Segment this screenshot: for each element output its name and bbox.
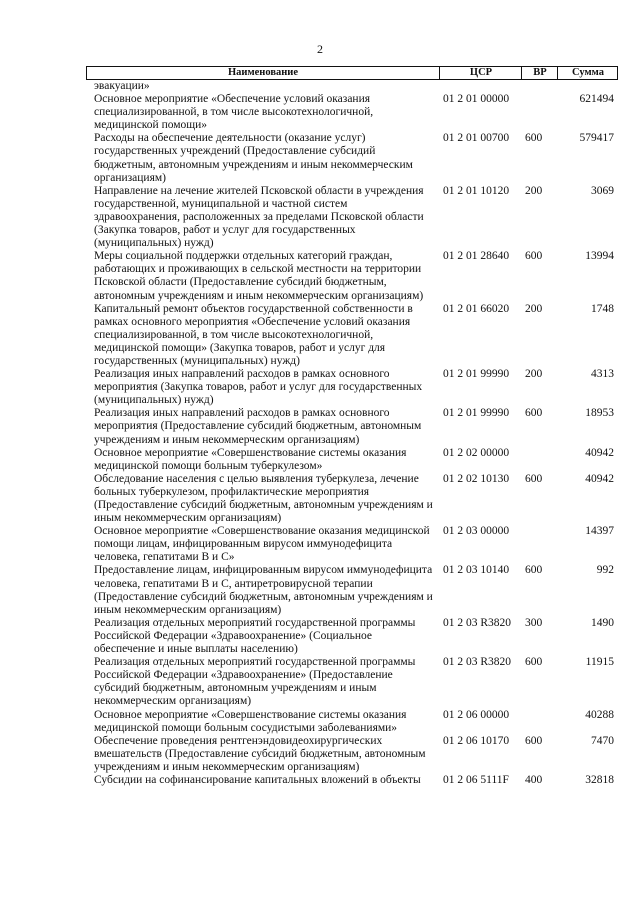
row-name: Предоставление лицам, инфицированным вирусом иммунодефицита человека, гепатитами В и С, антиретровирусной терапии (Предоставление субсидий бюджетным, автономным учреждениям и иным некоммерческим организациям)	[94, 564, 433, 616]
row-name: Обеспечение проведения рентгенэндовидеохирургических вмешательств (Предоставление субсидий бюджетным, автономным учреждениям и иным некоммерческим организациям)	[94, 734, 426, 773]
table-row	[94, 656, 614, 708]
row-csr: 01 2 02 10130	[443, 472, 510, 485]
row-vr: 600	[525, 564, 543, 577]
row-vr: 300	[525, 616, 543, 629]
row-sum: 621494	[579, 93, 614, 106]
row-csr: 01 2 03 10140	[443, 564, 510, 577]
table-row	[94, 617, 614, 656]
table-row	[94, 709, 614, 735]
table-row	[94, 525, 614, 564]
table-row	[94, 473, 614, 525]
row-csr: 01 2 02 00000	[443, 446, 510, 459]
row-name: Направление на лечение жителей Псковской области в учреждения государственной, муниципальной и частной систем здравоохранения, расположенных за пределами Псковской области (Закупка товаров, работ и услуг для государственных (муниципальных) нужд)	[94, 184, 424, 250]
table-row	[94, 564, 614, 616]
row-name: Основное мероприятие «Совершенствование оказания медицинской помощи лицам, инфицированным вирусом иммунодефицита человека, гепатитами В и С»	[94, 525, 430, 564]
row-name: Обследование населения с целью выявления туберкулеза, лечение больных туберкулезом, профилактические мероприятия (Предоставление субсидий бюджетным, автономным учреждениям и иным некоммерческим организациям)	[94, 472, 433, 525]
row-vr: 200	[525, 184, 543, 197]
table-row	[94, 735, 614, 774]
row-csr: 01 2 06 00000	[443, 708, 510, 721]
row-name: Расходы на обеспечение деятельности (оказание услуг) государственных учреждений (Предоставление субсидий бюджетным, автономным учреждениям и иным некоммерческим организациям)	[94, 132, 413, 184]
table-row	[94, 185, 614, 250]
row-sum: 7470	[591, 734, 614, 747]
page-number: 2	[317, 42, 323, 56]
table-row	[94, 407, 614, 446]
row-name: Реализация иных направлений расходов в рамках основного мероприятия (Закупка товаров, работ и услуг для государственных (муниципальных) нужд)	[94, 368, 423, 407]
row-name: Реализация иных направлений расходов в рамках основного мероприятия (Предоставление субсидий бюджетным, автономным учреждениям и иным некоммерческим организациям)	[94, 407, 422, 446]
row-name: Реализация отдельных мероприятий государственной программы Российской Федерации «Здравоохранение» (Предоставление субсидий бюджетным, автономным учреждениям и иным некоммерческим организациям)	[94, 656, 416, 708]
row-vr: 200	[525, 368, 543, 381]
row-name: эвакуации»	[94, 80, 150, 92]
row-vr: 600	[525, 250, 543, 263]
row-csr: 01 2 01 10120	[443, 184, 510, 197]
row-sum: 579417	[579, 132, 614, 145]
row-csr: 01 2 01 99990	[443, 407, 510, 420]
table-row	[94, 303, 614, 368]
row-name: Капитальный ремонт объектов государственной собственности в рамках основного мероприятия «Обеспечение условий оказания специализированной, в том числе высокотехнологичной, медицинской помощи» (Закупка товаров, работ и услуг для государственных (муниципальных) нужд)	[94, 302, 413, 367]
row-csr: 01 2 01 66020	[443, 302, 510, 315]
row-sum: 13994	[585, 250, 614, 263]
row-csr: 01 2 03 R3820	[443, 656, 512, 669]
row-vr: 600	[525, 734, 543, 747]
table-row	[94, 447, 614, 473]
row-sum: 14397	[585, 525, 614, 538]
row-csr: 01 2 03 R3820	[443, 616, 512, 629]
row-sum: 40288	[585, 708, 614, 721]
header-vr: ВР	[521, 67, 558, 79]
row-sum: 1748	[591, 302, 614, 315]
table-row	[94, 80, 614, 93]
table-body	[94, 80, 614, 787]
row-sum: 40942	[585, 446, 614, 459]
table-row	[94, 132, 614, 184]
row-name: Субсидии на софинансирование капитальных вложений в объекты	[94, 773, 421, 786]
table-row	[94, 774, 614, 787]
row-sum: 32818	[585, 773, 614, 786]
row-sum: 4313	[591, 368, 614, 381]
row-name: Основное мероприятие «Обеспечение условий оказания специализированной, в том числе высокотехнологичной, медицинской помощи»	[94, 93, 374, 132]
row-sum: 3069	[591, 184, 614, 197]
row-sum: 1490	[591, 616, 614, 629]
row-csr: 01 2 06 5111F	[443, 773, 509, 786]
header-name: Наименование	[228, 67, 298, 78]
row-vr: 600	[525, 132, 543, 145]
header-csr: ЦСР	[439, 67, 522, 79]
row-sum: 40942	[585, 472, 614, 485]
table-row	[94, 368, 614, 407]
row-name: Реализация отдельных мероприятий государственной программы Российской Федерации «Здравоохранение» (Социальное обеспечение и иные выплаты населению)	[94, 616, 416, 656]
row-csr: 01 2 01 28640	[443, 250, 510, 263]
row-vr: 600	[525, 472, 543, 485]
row-vr: 600	[525, 656, 543, 669]
row-csr: 01 2 01 99990	[443, 368, 510, 381]
row-vr: 600	[525, 407, 543, 420]
table-header	[86, 66, 618, 80]
row-sum: 992	[596, 564, 614, 577]
row-name: Меры социальной поддержки отдельных категорий граждан, работающих и проживающих в сельской местности на территории Псковской области (Предоставление субсидий бюджетным, автономным учреждениям и иным некоммерческим организациям)	[94, 250, 424, 302]
row-name: Основное мероприятие «Совершенствование системы оказания медицинской помощи больным туберкулезом»	[94, 446, 407, 472]
row-sum: 11915	[585, 656, 614, 669]
row-csr: 01 2 01 00700	[443, 132, 510, 145]
row-sum: 18953	[585, 407, 614, 420]
row-csr: 01 2 03 00000	[443, 525, 510, 538]
row-csr: 01 2 06 10170	[443, 734, 510, 747]
row-csr: 01 2 01 00000	[443, 93, 510, 106]
table-row	[94, 250, 614, 302]
header-sum: Сумма	[557, 67, 618, 79]
row-vr: 400	[525, 773, 543, 786]
row-vr: 200	[525, 302, 543, 315]
table-row	[94, 93, 614, 132]
row-name: Основное мероприятие «Совершенствование системы оказания медицинской помощи больным сосудистыми заболеваниями»	[94, 708, 407, 734]
